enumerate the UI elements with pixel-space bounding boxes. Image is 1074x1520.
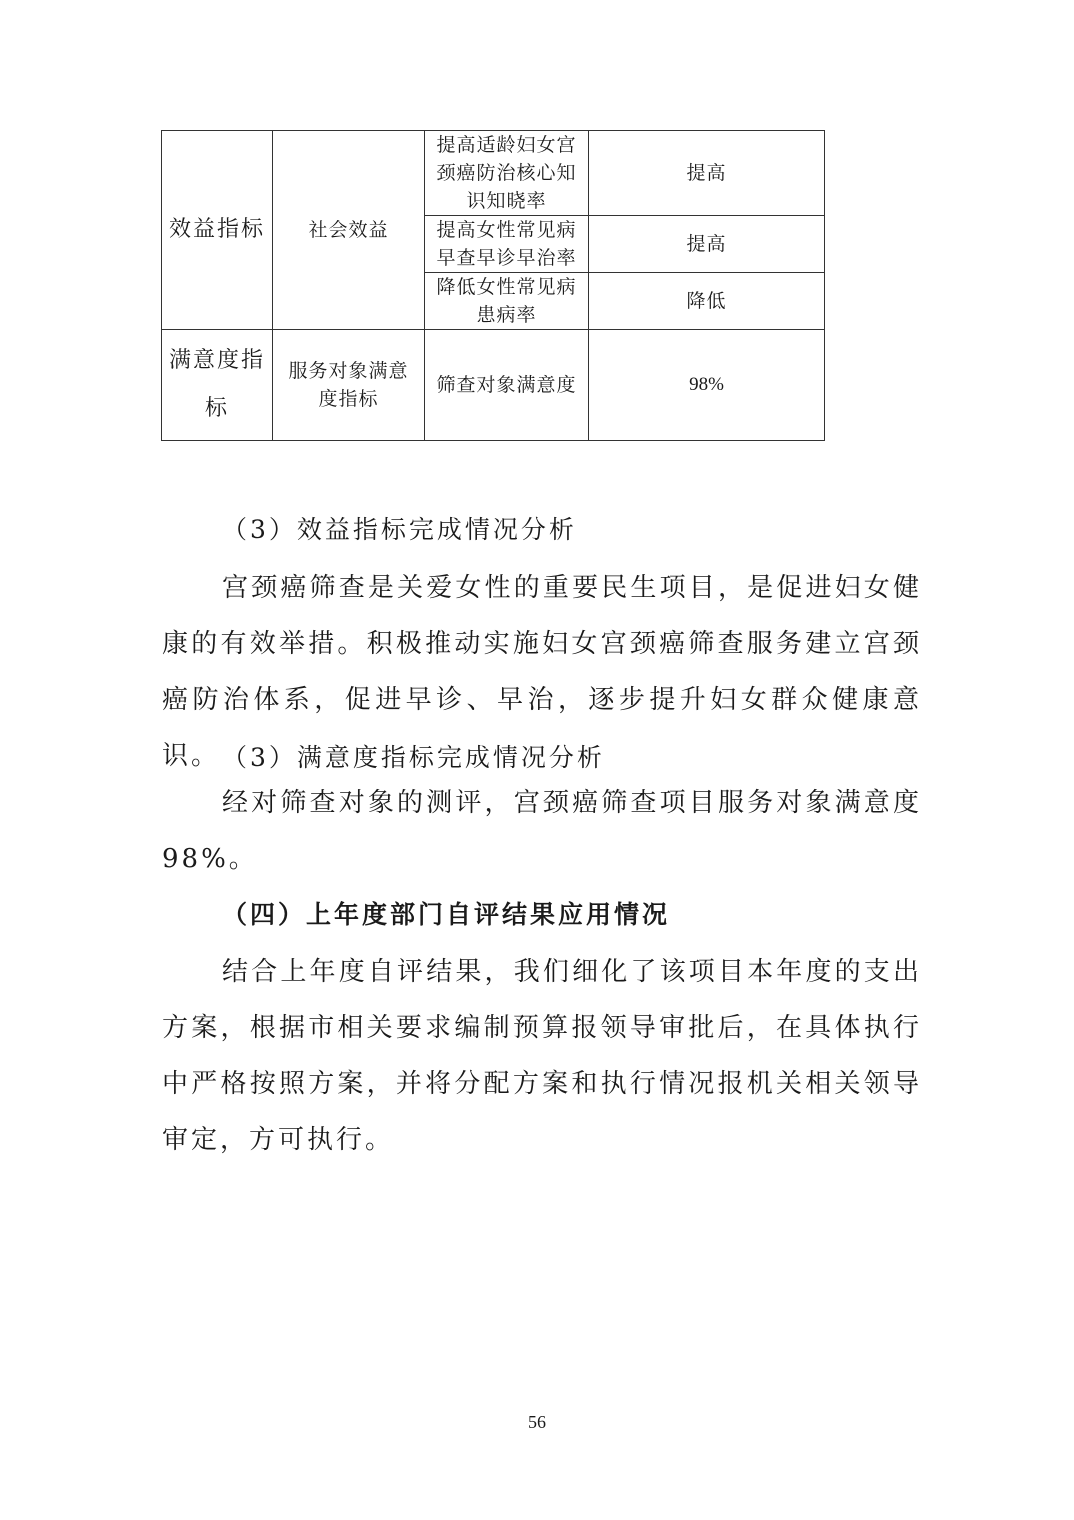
satisfaction-sub-cell: 服务对象满意度指标 (273, 330, 425, 441)
satisfaction-analysis-heading: （3）满意度指标完成情况分析 (222, 743, 605, 772)
satisfaction-analysis-paragraph: 经对筛查对象的测评，宫颈癌筛查项目服务对象满意度98%。 (162, 788, 922, 874)
indicator-cell: 提高女性常见病早查早诊早治率 (425, 216, 589, 273)
page-number: 56 (528, 1412, 546, 1432)
benefit-analysis-paragraph: 宫颈癌筛查是关爱女性的重要民生项目，是促进妇女健康的有效举措。积极推动实施妇女宫颈癌筛查服务建立宫颈癌防治体系，促进早诊、早治，逐步提升妇女群众健康意识。 (162, 573, 922, 771)
satisfaction-indicator-cell: 筛查对象满意度 (425, 330, 589, 441)
indicator-cell: 提高适龄妇女宫颈癌防治核心知识知晓率 (425, 131, 589, 216)
satisfaction-value-cell: 98% (589, 330, 825, 441)
satisfaction-category-cell: 满意度指标 (162, 330, 273, 441)
value-cell: 提高 (589, 131, 825, 216)
table-row (162, 330, 825, 441)
benefit-category-cell: 效益指标 (162, 131, 273, 330)
value-cell: 提高 (589, 216, 825, 273)
value-cell: 降低 (589, 273, 825, 330)
social-benefit-cell: 社会效益 (273, 131, 425, 330)
prior-year-heading: （四）上年度部门自评结果应用情况 (222, 900, 671, 929)
benefit-analysis-heading: （3）效益指标完成情况分析 (222, 515, 577, 544)
prior-year-paragraph: 结合上年度自评结果，我们细化了该项目本年度的支出方案，根据市相关要求编制预算报领导审批后，在具体执行中严格按照方案，并将分配方案和执行情况报机关相关领导审定，方可执行。 (162, 957, 922, 1155)
indicator-cell: 降低女性常见病患病率 (425, 273, 589, 330)
table-row (162, 131, 825, 216)
indicator-table (161, 130, 825, 441)
